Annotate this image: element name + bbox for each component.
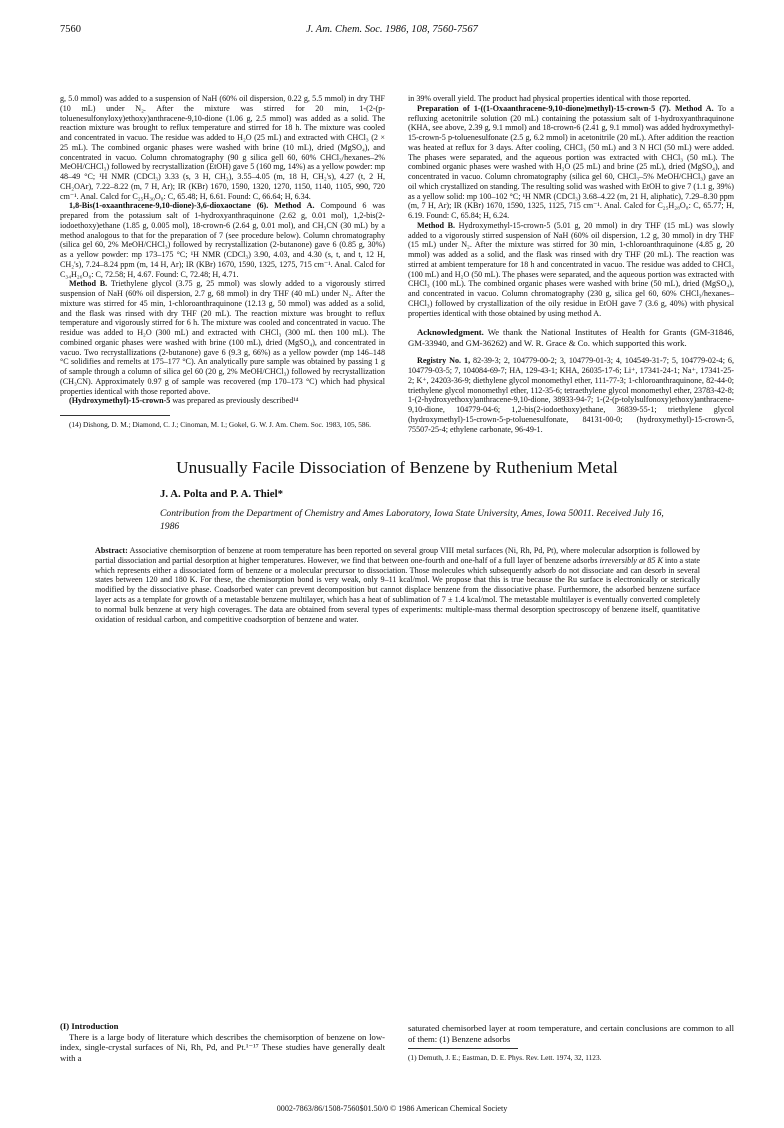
footnote: (1) Demuth, J. E.; Eastman, D. E. Phys. Rev. Lett. 1974, 32, 1123. bbox=[408, 1053, 602, 1063]
paragraph: g, 5.0 mmol) was added to a suspension of NaH (60% oil dispersion, 0.22 g, 5.5 mmol) in dry THF (10 mL) under N₂. After the mixture was stirred for 20 min, 1-(2-(p-toluenesulfonyloxy)ethoxy)anthracene-9,10-dione (1.06 g, 2.5 mmol) was added as a solid. The reaction mixture was brought to reflux temperature and stirred for 18 h. The mixture was cooled and concentrated in vacuo. The residue was added to H₂O (25 mL) and extracted with CHCl₃ (2 × 25 mL). The combined organic phases were washed with brine (10 mL), dried (MgSO₄), and concentrated in vacuo. Column chromatography (90 g silica gell 60, 60% CHCl₃/hexanes–2% MeOH/CHCl₃) followed by recrystallization (EtOH) gave 5 (160 mg, 14%) as a yellow powder: mp 48–49 °C; ¹H NMR (CDCl₃) 3.33 (s, 3 H, CH₃), 3.55–4.05 (m, 18 H, CH₂'s), 4.27 (t, 2 H, CH₂OAr), 7.22–8.22 (m, 7 H, Ar); IR (KBr) 1670, 1590, 1320, 1270, 1150, 1140, 1105, 990, 720 cm⁻¹. Anal. Calcd for C₂₅H₃₀O₈: C, 65.48; H, 6.61. Found: C, 66.64; H, 6.34. bbox=[60, 94, 385, 201]
left-column bbox=[60, 94, 385, 429]
right-column bbox=[408, 94, 734, 434]
authors: J. A. Polta and P. A. Thiel* bbox=[160, 488, 283, 500]
section-heading: Method B. bbox=[417, 220, 456, 230]
footnote-rule bbox=[408, 1048, 518, 1049]
paragraph: There is a large body of literature which describes the chemisorption of benzene on low-index, single-crystal surfaces of Ni, Rh, Pd, and Pt.¹⁻¹⁷ These studies have generally dealt with a bbox=[60, 1031, 385, 1063]
page-footer: 0002-7863/86/1508-7560$01.50/0 © 1986 American Chemical Society bbox=[276, 1104, 508, 1113]
paragraph: (Hydroxymethyl)-15-crown-5 was prepared as previously described¹⁴ bbox=[69, 396, 299, 406]
abstract: Abstract: Associative chemisorption of benzene at room temperature has been reported on several group VIII metal surfaces (Ni, Rh, Pd, Pt), where molecular adsorption is followed by partial dissociation and partial desorption at higher temperatures. However, we find that between one-fourth and one-half of a full layer of benzene adsorbs irreversibly at 85 K into a state which represents either a dissociated form of benzene or a molecular precursor to dissociation. Those molecules which subsequently adsorb do not dissociate and can desorb in several states between 120 and 180 K. For these, the chemisorption bond is very weak, only 9–11 kcal/mol. We propose that this is true because the Ru surface is electronically or sterically modified by the dissociative phase. Coadsorbed water can prevent decomposition but cannot displace benzene from the dissociative phase. Furthermore, the adsorbed benzene surface layer acts as a template for growth of a metastable benzene multilayer, which has a heat of sublimation of 7 ± 1.4 kcal/mol. The metastable multilayer is eventually converted completely to normal bulk benzene at very high coverages. The data are obtained from several types of experiments: multiple-mass thermal desorption spectroscopy of benzene itself, quantitative oxidation of residual carbon, and competitive coadsorption of benzene and water. bbox=[95, 546, 700, 624]
paragraph: in 39% overall yield. The product had physical properties identical with those reported. bbox=[408, 94, 691, 103]
registry-numbers: Registry No. 1, 82-39-3; 2, 104779-00-2; 3, 104779-01-3; 4, 104549-31-7; 5, 104779-02-4; 6, 104779-03-5; 7, 104084-69-7; HA, 129-43-1; KHA, 26035-17-6; Li⁺, 17341-24-1; Na⁺, 17341-25-2; K⁺, 24203-36-9; diethylene glycol monomethyl ether, 111-77-3; 1-chloroanthraquinone, 82-44-0; triethylene glycol monomethyl ether, 112-35-6; tetraethylene glycol monomethyl ether, 23783-42-8; 1-(2-hydroxyethoxy)anthracene-9,10-dione, 38933-94-7; 1-(2-(p-tolylsulfonoxy)ethoxy)anthracene-9,10-dione, 104779-04-6; 1,2-bis(2-iodoethoxy)ethane, 36839-55-1; triethylene glycol (hydroxymethyl)-15-crown-5-p-toluenesulfonate, 84131-00-0; (hydroxymethyl)-15-crown-5, 75507-25-4; ethylene carbonate, 96-49-1. bbox=[408, 356, 734, 434]
paragraph: saturated chemisorbed layer at room temperature, and certain conclusions are common to all of them: (1) Benzene adsorbs bbox=[408, 1023, 734, 1044]
article-title: Unusually Facile Dissociation of Benzene by Ruthenium Metal bbox=[176, 458, 618, 477]
paragraph: Method B. Triethylene glycol (3.75 g, 25 mmol) was slowly added to a vigorously stirred suspension of NaH (60% oil dispersion, 2.7 g, 68 mmol) in dry THF (40 mL) under N₂. After the mixture was stirred for 45 min, 1-chloroanthraquinone (12.13 g, 50 mmol) was added as a solid, and the flask was rinsed with dry THF (20 mL). The reaction mixture was brought to reflux temperature and vigorously stirred for 6 h. The mixture was cooled and concentrated in vacuo. The residue was added to H₂O (300 mL) and extracted with CHCl₃ (300 mL then 100 mL). The combined organic phases were washed with brine (100 mL), dried (MgSO₄), and concentrated in vacuo. Two recrystallizations (2-butanone) gave 6 (9.3 g, 66%) as a yellow powder (mp 146–148 °C solidifies and remelts at 175–177 °C). An analytically pure sample was obtained by passing 1 g of sample through a column of silica gel 60 (20 g, 2% MeOH/CHCl₃) followed by recrystallization (CH₃CN). Approximately 0.97 g of sample was recovered (mp 170–173 °C) which had physical properties identical with those reported above. bbox=[60, 279, 386, 396]
introduction-left bbox=[60, 1021, 385, 1063]
acknowledgment: Acknowledgment. We thank the National Institutes of Health for Grants (GM-31846, GM-33940, and GM-36262) and W. R. Grace & Co. which supported this work. bbox=[408, 327, 734, 348]
introduction-right bbox=[408, 1023, 734, 1062]
paragraph: 1,8-Bis(1-oxaanthracene-9,10-dione)-3,6-dioxaoctane (6). Method A. Compound 6 was prepared from the potassium salt of 1-hydroxyanthraquinone (2.62 g, 0.01 mol), 1,2-bis(2-iodoethoxy)ethane (1.85 g, 0.005 mol), 18-crown-6 (2.64 g, 0.01 mol), and CH₃CN (30 mL) by a method analogous to that for the preparation of 7 (see procedure below). Column chromatography (silica gel 60, 2% MeOH/CHCl₃) followed by recrystallization (2-butanone) gave 6 (0.85 g, 30%) as a yellow powder: mp 173–175 °C; ¹H NMR (CDCl₃) 3.90, 4.03, and 4.30 (s, t, and t, 12 H, CH₂'s), 7.24–8.24 ppm (m, 14 H, Ar); IR (KBr) 1670, 1590, 1325, 1275, 715 cm⁻¹. Anal. Calcd for C₃₄H₂₆O₈: C, 72.58; H, 4.67. Found: C, 72.48; H, 4.71. bbox=[60, 201, 386, 279]
journal-citation: J. Am. Chem. Soc. 1986, 108, 7560-7567 bbox=[306, 24, 478, 35]
footnote-rule bbox=[60, 415, 170, 416]
section-heading: Method B. bbox=[69, 279, 108, 289]
paragraph: Preparation of 1-((1-Oxaanthracene-9,10-dione)methyl)-15-crown-5 (7). Method A. To a refluxing acetonitrile solution (20 mL) containing the potassium salt of 1-hydroxyanthraquinone (KHA, see above, 2.39 g, 9.1 mmol) and 18-crown-6 (2.41 g, 9.1 mmol) was added hydroxymethyl-15-crown-5 p-toluenesulfonate (2.5 g, 6.2 mmol) in acetonitrile (20 mL). After addition the reaction was heated at reflux for 3 days. After cooling, CHCl₃ (50 mL) and 3 N HCl (50 mL) were added. The phases were separated, and the aqueous portion was extracted with CHCl₃ (50 mL). The combined organic phases were washed with H₂O (25 mL) and brine (25 mL), dried (MgSO₄), and concentrated in vacuo. Column chromatography (silica gel 60, CHCl₃–5% MeOH/CHCl₃) gave an oil which crystallized on standing. The resulting solid was washed with EtOH to give 7 (1.1 g, 39%) as a yellow solid: mp 100–102 °C; ¹H NMR (CDCl₃) 3.68–4.22 (m, 21 H, aliphatic), 7.29–8.30 ppm (m, 7 H, Ar); IR (KBr) 1670, 1590, 1325, 1125, 715 cm⁻¹. Anal. Calcd for C₂₅H₂₈O₈: C, 65.77; H, 6.19. Found: C, 65.84; H, 6.24. bbox=[408, 103, 734, 220]
footnote: (14) Dishong, D. M.; Diamond, C. J.; Cinoman, M. I.; Gokel, G. W. J. Am. Chem. Soc. 1983, 105, 586. bbox=[69, 420, 372, 429]
paragraph: Method B. Hydroxymethyl-15-crown-5 (5.01 g, 20 mmol) in dry THF (15 mL) was slowly added to a vigorously stirred suspension of NaH (60% oil dispersion, 1.2 g, 30 mmol) in dry THF (15 mL) under N₂. After the mixture was stirred for 30 min, 1-chloroanthraquinone (4.85 g, 20 mmol) was added as a solid, and the flask was rinsed with dry THF (20 mL). The reaction was stirred at ambient temperature for 18 h and concentrated in vacuo. The residue was added to CHCl₃ (100 mL) and H₂O (50 mL). The phases were separated, and the aqueous portion was extracted with CHCl₃ (100 mL). The combined organic phases were washed with brine (50 mL), dried (MgSO₄), and concentrated in vacuo. Column chromatography (230 g, silica gel 60, 60% CHCl₃/hexanes–CHCl₃) followed by crystallization of the oily residue in EtOH gave 7 (3.6 g, 40%) with physical properties identical with those obtained by using method A. bbox=[408, 220, 734, 318]
section-heading: 1,8-Bis(1-oxaanthracene-9,10-dione)-3,6-dioxaoctane (6). Method A. bbox=[69, 201, 315, 211]
page-number: 7560 bbox=[60, 24, 81, 35]
section-heading: (Hydroxymethyl)-15-crown-5 bbox=[69, 396, 171, 406]
running-header bbox=[60, 24, 724, 38]
abstract-label: Abstract: bbox=[95, 546, 128, 555]
section-heading: (I) Introduction bbox=[60, 1021, 119, 1031]
section-heading: Preparation of 1-((1-Oxaanthracene-9,10-dione)methyl)-15-crown-5 (7). Method A. bbox=[417, 103, 714, 113]
affiliation: Contribution from the Department of Chemistry and Ames Laboratory, Iowa State University, Ames, Iowa 50011. Received July 16, 1986 bbox=[160, 508, 664, 532]
